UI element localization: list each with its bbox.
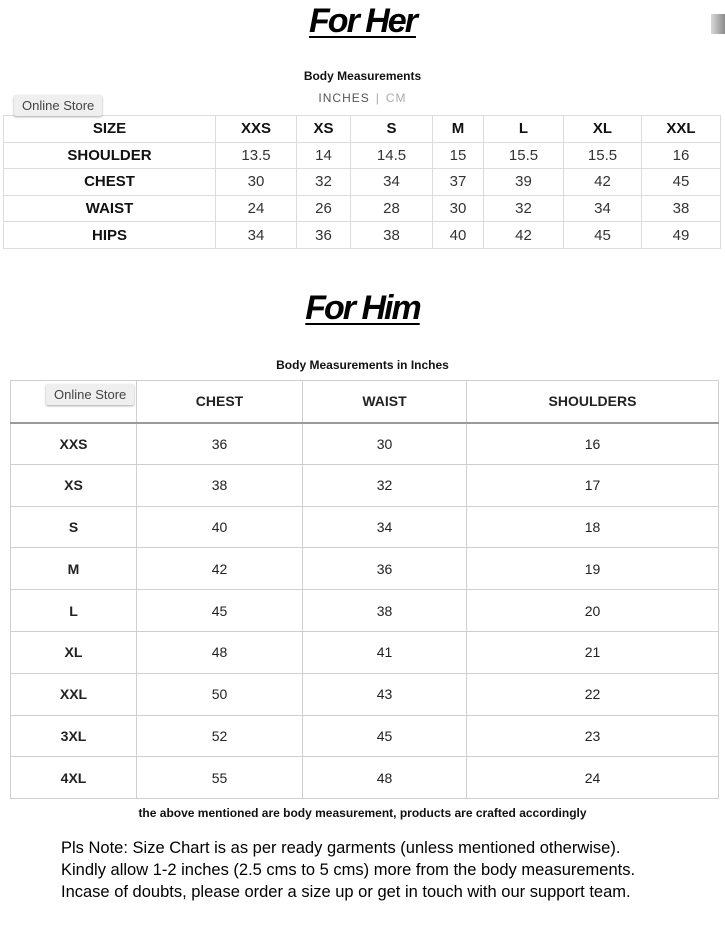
- measurement-cell: 30: [216, 169, 297, 196]
- measurement-cell: 24: [467, 757, 719, 799]
- note-line: Pls Note: Size Chart is as per ready garments (unless mentioned otherwise).: [61, 839, 621, 857]
- her-table-row: [4, 222, 721, 249]
- footnote: the above mentioned are body measurement, products are crafted accordingly: [138, 806, 587, 820]
- measurement-cell: 32: [484, 195, 564, 222]
- column-header: CHEST: [137, 381, 303, 423]
- measurement-cell: 34: [303, 506, 467, 548]
- measurement-cell: 45: [564, 222, 642, 249]
- measurement-cell: 19: [467, 548, 719, 590]
- measurement-cell: 30: [433, 195, 484, 222]
- him-table-row: [11, 464, 719, 506]
- her-table-row: [4, 195, 721, 222]
- measurement-cell: 52: [137, 715, 303, 757]
- unit-separator: |: [375, 91, 380, 105]
- measurement-cell: 21: [467, 631, 719, 673]
- unit-toggle[interactable]: [0, 91, 725, 105]
- unit-inches-option[interactable]: INCHES: [318, 91, 370, 105]
- for-him-title: For Him: [305, 289, 420, 327]
- her-subtitle: Body Measurements: [303, 69, 422, 83]
- column-header: M: [433, 116, 484, 143]
- measurement-cell: 48: [137, 631, 303, 673]
- column-header: XXL: [642, 116, 721, 143]
- column-header: S: [351, 116, 433, 143]
- measurement-cell: 26: [297, 195, 351, 222]
- row-label: XL: [11, 631, 137, 673]
- measurement-cell: 13.5: [216, 142, 297, 169]
- measurement-cell: 45: [137, 590, 303, 632]
- measurement-cell: 15.5: [484, 142, 564, 169]
- measurement-cell: 16: [467, 423, 719, 465]
- him-subtitle: Body Measurements in Inches: [276, 358, 449, 372]
- him-table-row: [11, 548, 719, 590]
- row-label: XXS: [11, 423, 137, 465]
- column-header: SIZE: [4, 116, 216, 143]
- column-header: XL: [564, 116, 642, 143]
- row-label: M: [11, 548, 137, 590]
- measurement-cell: 36: [303, 548, 467, 590]
- measurement-cell: 23: [467, 715, 719, 757]
- measurement-cell: 14: [297, 142, 351, 169]
- measurement-cell: 14.5: [351, 142, 433, 169]
- row-label: HIPS: [4, 222, 216, 249]
- measurement-cell: 45: [642, 169, 721, 196]
- measurement-cell: 17: [467, 464, 719, 506]
- measurement-cell: 18: [467, 506, 719, 548]
- measurement-cell: 34: [564, 195, 642, 222]
- row-label: L: [11, 590, 137, 632]
- measurement-cell: 42: [564, 169, 642, 196]
- measurement-cell: 40: [137, 506, 303, 548]
- measurement-cell: 15.5: [564, 142, 642, 169]
- him-table-row: [11, 631, 719, 673]
- measurement-cell: 40: [433, 222, 484, 249]
- row-label: XXL: [11, 673, 137, 715]
- measurement-cell: 49: [642, 222, 721, 249]
- measurement-cell: 38: [351, 222, 433, 249]
- row-label: 4XL: [11, 757, 137, 799]
- row-label: WAIST: [4, 195, 216, 222]
- him-table-row: [11, 757, 719, 799]
- measurement-cell: 22: [467, 673, 719, 715]
- measurement-cell: 24: [216, 195, 297, 222]
- measurement-cell: 42: [484, 222, 564, 249]
- measurement-cell: 34: [351, 169, 433, 196]
- note-line: Incase of doubts, please order a size up or get in touch with our support team.: [61, 883, 631, 901]
- online-store-badge[interactable]: Online Store: [14, 95, 102, 116]
- measurement-cell: 48: [303, 757, 467, 799]
- for-her-title: For Her: [309, 2, 416, 40]
- measurement-cell: 32: [303, 464, 467, 506]
- column-header: XS: [297, 116, 351, 143]
- note-line: Kindly allow 1-2 inches (2.5 cms to 5 cms) more from the body measurements.: [61, 861, 636, 879]
- row-label: S: [11, 506, 137, 548]
- measurement-cell: 41: [303, 631, 467, 673]
- measurement-cell: 36: [137, 423, 303, 465]
- measurement-cell: 45: [303, 715, 467, 757]
- size-note: [61, 837, 721, 903]
- her-header-row: [4, 116, 721, 143]
- him-table-row: [11, 423, 719, 465]
- measurement-cell: 38: [642, 195, 721, 222]
- him-table-row: [11, 506, 719, 548]
- him-table-row: [11, 673, 719, 715]
- her-size-table: [3, 115, 721, 249]
- measurement-cell: 43: [303, 673, 467, 715]
- measurement-cell: 38: [303, 590, 467, 632]
- measurement-cell: 32: [297, 169, 351, 196]
- measurement-cell: 36: [297, 222, 351, 249]
- row-label: SHOULDER: [4, 142, 216, 169]
- measurement-cell: 37: [433, 169, 484, 196]
- measurement-cell: 42: [137, 548, 303, 590]
- measurement-cell: 20: [467, 590, 719, 632]
- column-header: XXS: [216, 116, 297, 143]
- him-table-row: [11, 590, 719, 632]
- row-label: 3XL: [11, 715, 137, 757]
- unit-cm-option[interactable]: CM: [385, 91, 407, 105]
- online-store-badge[interactable]: Online Store: [46, 384, 134, 405]
- column-header: SHOULDERS: [467, 381, 719, 423]
- him-size-table: [10, 380, 719, 799]
- measurement-cell: 30: [303, 423, 467, 465]
- measurement-cell: 50: [137, 673, 303, 715]
- measurement-cell: 28: [351, 195, 433, 222]
- column-header: L: [484, 116, 564, 143]
- column-header: WAIST: [303, 381, 467, 423]
- measurement-cell: 34: [216, 222, 297, 249]
- her-table-row: [4, 142, 721, 169]
- measurement-cell: 15: [433, 142, 484, 169]
- him-table-row: [11, 715, 719, 757]
- row-label: XS: [11, 464, 137, 506]
- row-label: CHEST: [4, 169, 216, 196]
- measurement-cell: 16: [642, 142, 721, 169]
- measurement-cell: 55: [137, 757, 303, 799]
- measurement-cell: 38: [137, 464, 303, 506]
- measurement-cell: 39: [484, 169, 564, 196]
- her-table-row: [4, 169, 721, 196]
